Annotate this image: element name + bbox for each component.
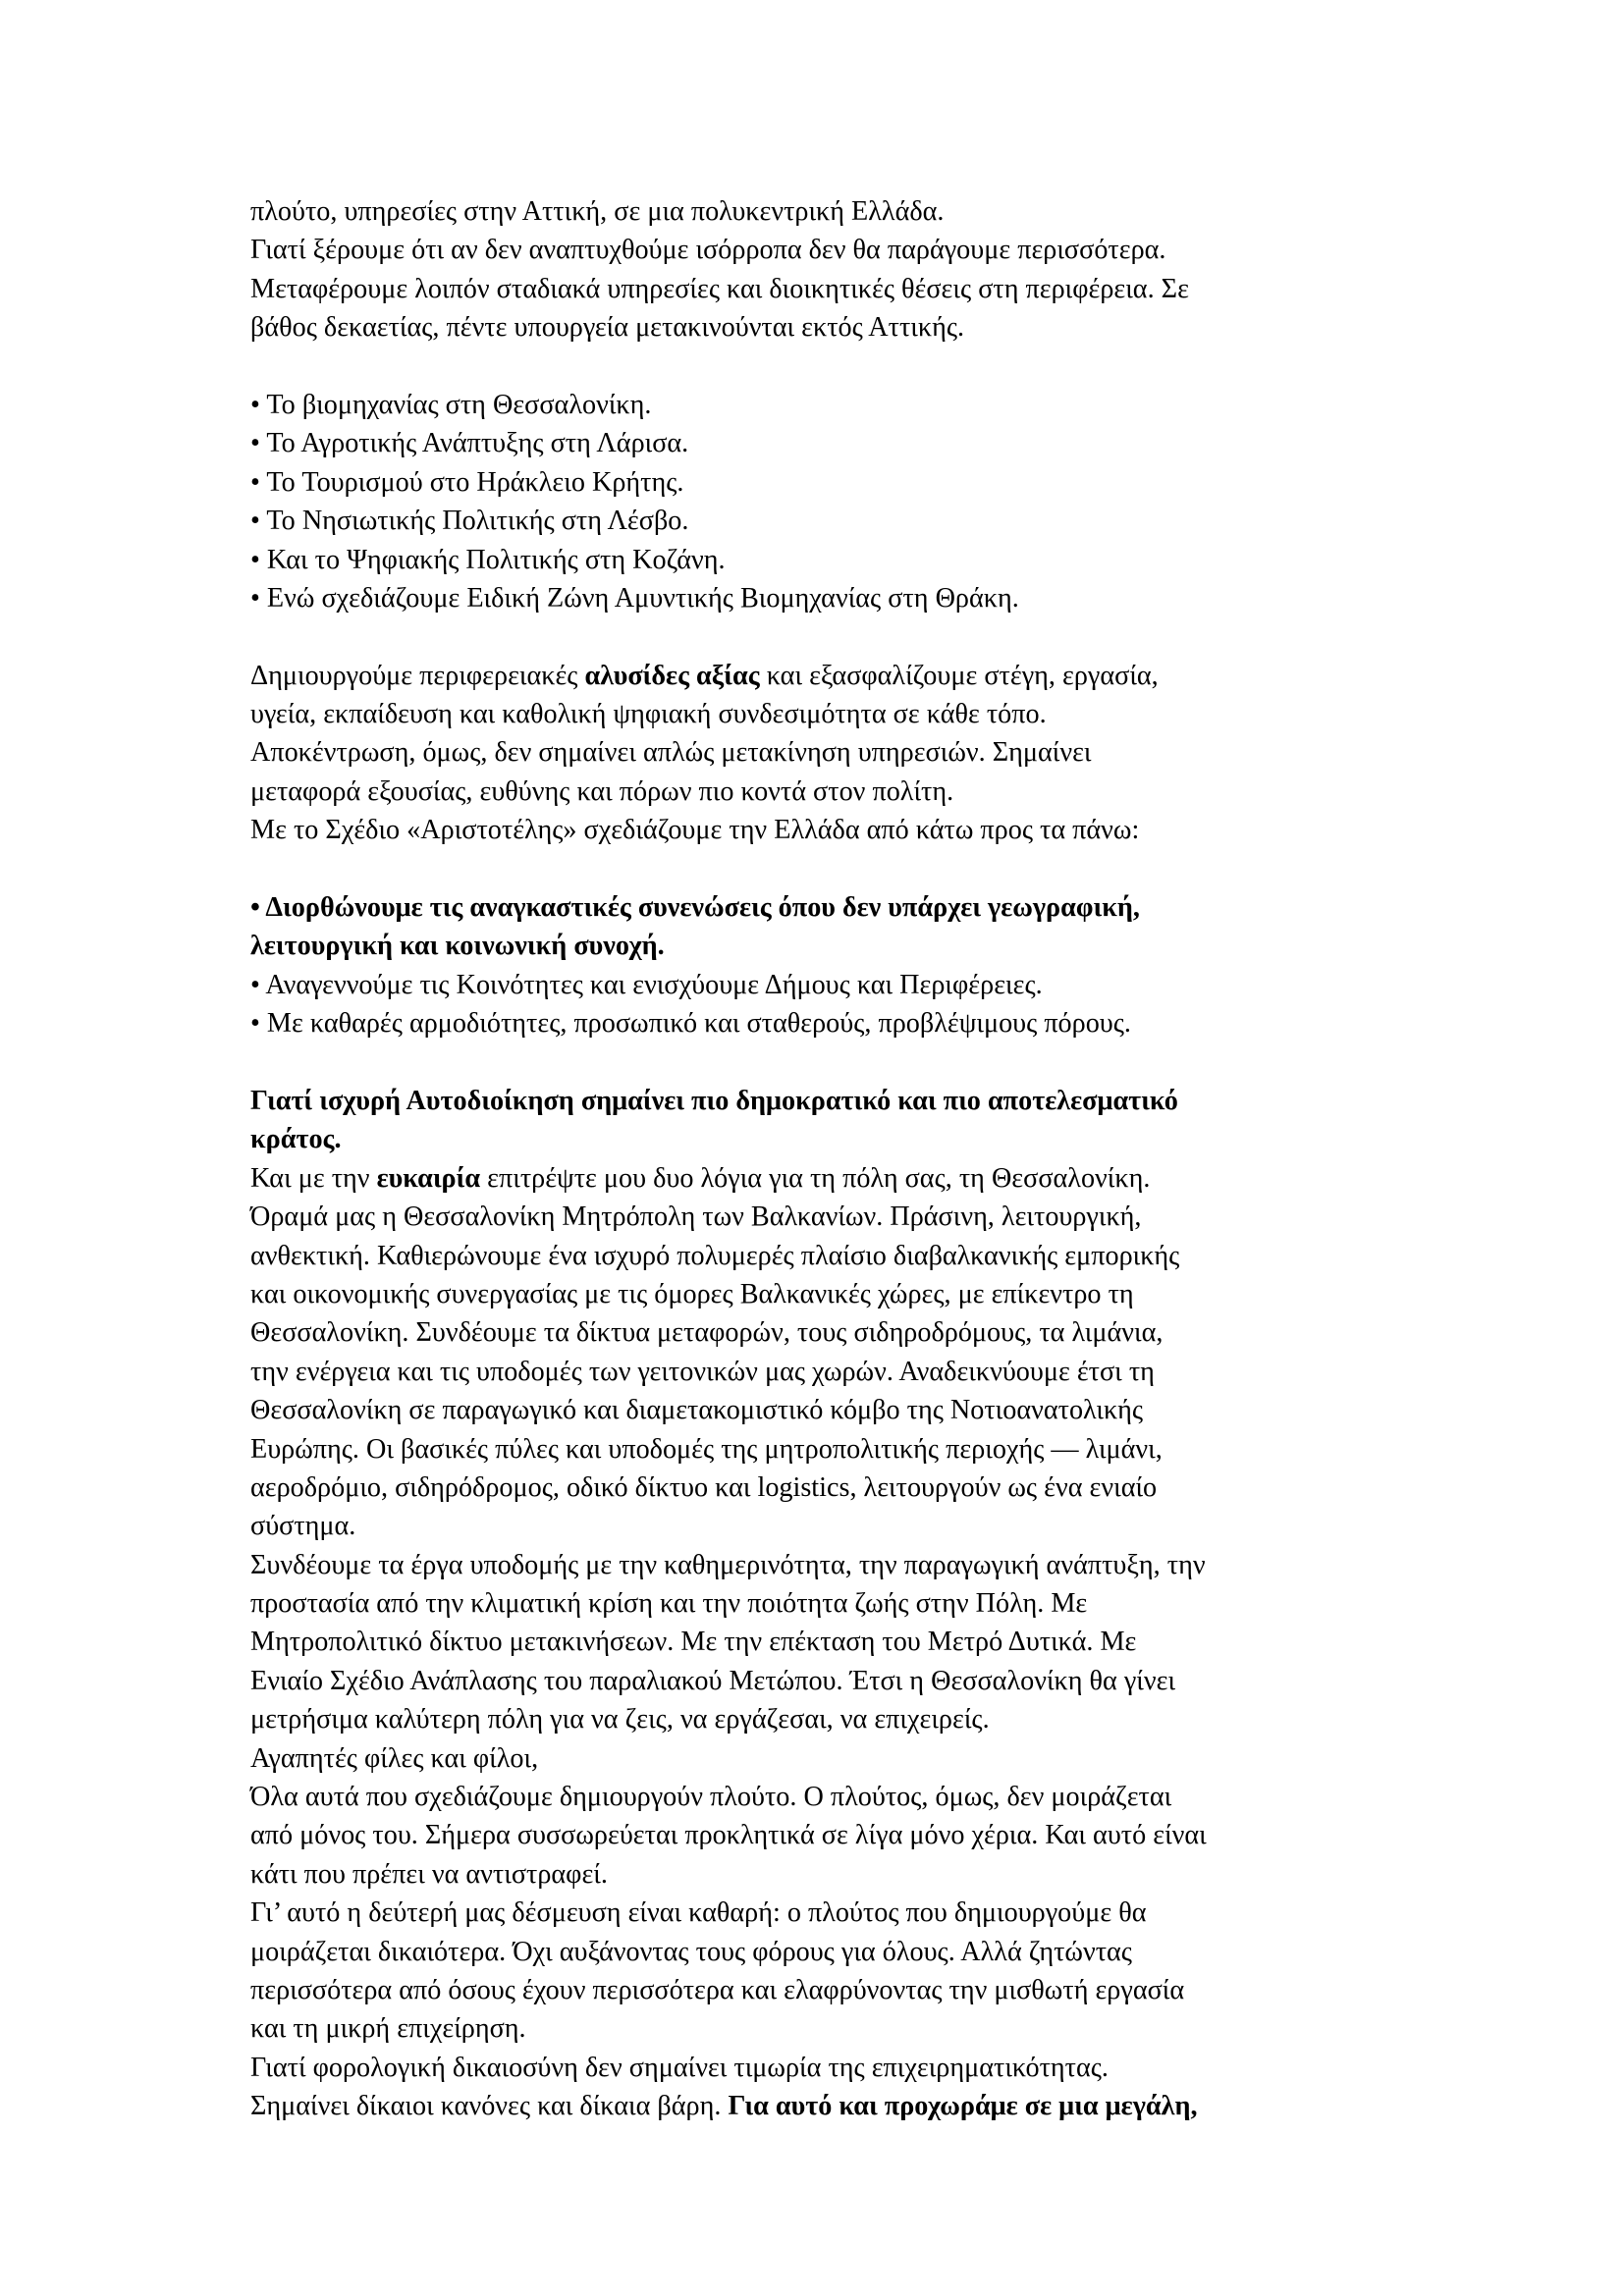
text-run: Σημαίνει δίκαιοι κανόνες και δίκαια βάρη. <box>250 2091 729 2122</box>
text-line <box>250 1700 1409 1738</box>
paragraph-spacer <box>250 850 1409 888</box>
list-line <box>250 541 1409 579</box>
text-line <box>250 1662 1409 1700</box>
text-line <box>250 1391 1409 1429</box>
text-run: Συνδέουμε τα έργα υποδομής με την καθημερινότητα, την παραγωγική ανάπτυξη, την <box>250 1549 1206 1580</box>
list-line <box>250 1004 1409 1042</box>
paragraph <box>250 192 1409 347</box>
list-line <box>250 966 1409 1004</box>
text-line <box>250 1198 1409 1236</box>
text-line <box>250 1120 1409 1158</box>
text-line <box>250 270 1409 308</box>
text-line <box>250 231 1409 269</box>
text-run: • Το Τουρισμού στο Ηράκλειο Κρήτης. <box>250 466 684 498</box>
text-line <box>250 1816 1409 1854</box>
text-run: και τη μικρή επιχείρηση. <box>250 2013 526 2045</box>
bold-text: κράτος. <box>250 1124 342 1155</box>
text-line <box>250 657 1409 695</box>
paragraph-spacer <box>250 617 1409 656</box>
text-run: προστασία από την κλιματική κρίση και την ποιότητα ζωής στην Πόλη. Με <box>250 1588 1088 1620</box>
text-run: μεταφορά εξουσίας, ευθύνης και πόρων πιο κοντά στον πολίτη. <box>250 775 954 807</box>
text-line <box>250 1313 1409 1352</box>
text-run: από μόνος του. Σήμερα συσσωρεύεται προκλητικά σε λίγα μόνο χέρια. Και αυτό είναι <box>250 1820 1207 1851</box>
text-line <box>250 1468 1409 1507</box>
text-run: Όλα αυτά που σχεδιάζουμε δημιουργούν πλούτο. Ο πλούτος, όμως, δεν μοιράζεται <box>250 1782 1172 1813</box>
text-line <box>250 2049 1409 2087</box>
text-line <box>250 1778 1409 1816</box>
text-line <box>250 2009 1409 2048</box>
bold-text: Για αυτό και προχωράμε σε μια μεγάλη, <box>728 2091 1198 2122</box>
text-run: Δημιουργούμε περιφερειακές <box>250 660 585 691</box>
text-line <box>250 1159 1409 1198</box>
text-run: την ενέργεια και τις υποδομές των γειτονικών μας χωρών. Αναδεικνύουμε έτσι τη <box>250 1356 1155 1387</box>
text-line <box>250 1275 1409 1313</box>
text-run: • Με καθαρές αρμοδιότητες, προσωπικό και σταθερούς, προβλέψιμους πόρους. <box>250 1008 1131 1040</box>
list-line <box>250 424 1409 462</box>
text-line <box>250 733 1409 772</box>
bullet-list <box>250 888 1409 1043</box>
text-run: • Και το Ψηφιακής Πολιτικής στη Κοζάνη. <box>250 544 726 575</box>
text-run: μοιράζεται δικαιότερα. Όχι αυξάνοντας τους φόρους για όλους. Αλλά ζητώντας <box>250 1936 1132 1967</box>
text-line <box>250 2087 1409 2125</box>
text-run: Θεσσαλονίκη σε παραγωγικό και διαμετακομιστικό κόμβο της Νοτιοανατολικής <box>250 1395 1144 1426</box>
text-run: • Το Αγροτικής Ανάπτυξης στη Λάρισα. <box>250 428 689 459</box>
text-line <box>250 695 1409 733</box>
text-line <box>250 192 1409 231</box>
paragraph-spacer <box>250 1043 1409 1082</box>
bold-text: αλυσίδες αξίας <box>584 660 760 691</box>
text-run: υγεία, εκπαίδευση και καθολική ψηφιακή συνδεσιμότητα σε κάθε τόπο. <box>250 699 1047 730</box>
text-run: Γι’ αυτό η δεύτερή μας δέσμευση είναι καθαρή: ο πλούτος που δημιουργούμε θα <box>250 1897 1147 1929</box>
paragraph <box>250 657 1409 850</box>
text-run: • Αναγεννούμε τις Κοινότητες και ενισχύουμε Δήμους και Περιφέρειες. <box>250 969 1043 1000</box>
text-run: σύστημα. <box>250 1511 356 1542</box>
text-run: και οικονομικής συνεργασίας με τις όμορες Βαλκανικές χώρες, με επίκεντρο τη <box>250 1278 1134 1309</box>
text-run: πλούτο, υπηρεσίες στην Αττική, σε μια πολυκεντρική Ελλάδα. <box>250 196 945 227</box>
list-line <box>250 502 1409 540</box>
text-run: Αποκέντρωση, όμως, δεν σημαίνει απλώς μετακίνηση υπηρεσιών. Σημαίνει <box>250 737 1092 769</box>
list-line <box>250 579 1409 617</box>
bold-text: Γιατί ισχυρή Αυτοδιοίκηση σημαίνει πιο δημοκρατικό και πιο αποτελεσματικό <box>250 1085 1178 1116</box>
list-line <box>250 888 1409 927</box>
text-line <box>250 1894 1409 1932</box>
bold-text: ευκαιρία <box>376 1162 481 1194</box>
paragraph-spacer <box>250 347 1409 386</box>
text-line <box>250 1971 1409 2009</box>
text-line <box>250 1584 1409 1623</box>
text-line <box>250 773 1409 811</box>
text-run: επιτρέψτε μου δυο λόγια για τη πόλη σας, τη Θεσσαλονίκη. <box>480 1162 1151 1194</box>
list-line <box>250 927 1409 965</box>
text-run: αεροδρόμιο, σιδηρόδρομος, οδικό δίκτυο και logistics, λειτουργούν ως ένα ενιαίο <box>250 1471 1158 1503</box>
text-run: Με το Σχέδιο «Αριστοτέλης» σχεδιάζουμε την Ελλάδα από κάτω προς τα πάνω: <box>250 815 1140 846</box>
text-run: βάθος δεκαετίας, πέντε υπουργεία μετακινούνται εκτός Αττικής. <box>250 312 965 344</box>
text-run: • Το Νησιωτικής Πολιτικής στη Λέσβο. <box>250 506 689 537</box>
text-line <box>250 1739 1409 1778</box>
text-run: Όραμά μας η Θεσσαλονίκη Μητρόπολη των Βαλκανίων. Πράσινη, λειτουργική, <box>250 1201 1142 1233</box>
text-run: • Ενώ σχεδιάζουμε Ειδική Ζώνη Αμυντικής Βιομηχανίας στη Θράκη. <box>250 582 1019 614</box>
text-line <box>250 811 1409 849</box>
text-line <box>250 1623 1409 1661</box>
text-run: Ενιαίο Σχέδιο Ανάπλασης του παραλιακού Μετώπου. Έτσι η Θεσσαλονίκη θα γίνει <box>250 1665 1176 1696</box>
text-run: περισσότερα από όσους έχουν περισσότερα και ελαφρύνοντας την μισθωτή εργασία <box>250 1974 1185 2005</box>
text-run: και εξασφαλίζουμε στέγη, εργασία, <box>759 660 1159 691</box>
text-line <box>250 1855 1409 1894</box>
text-line <box>250 1507 1409 1545</box>
text-run: ανθεκτική. Καθιερώνουμε ένα ισχυρό πολυμερές πλαίσιο διαβαλκανικής εμπορικής <box>250 1240 1180 1271</box>
text-line <box>250 1353 1409 1391</box>
text-run: Μητροπολιτικό δίκτυο μετακινήσεων. Με την επέκταση του Μετρό Δυτικά. Με <box>250 1627 1137 1658</box>
text-line <box>250 1237 1409 1275</box>
text-line <box>250 1933 1409 1971</box>
text-run: Αγαπητές φίλες και φίλοι, <box>250 1742 539 1774</box>
text-line <box>250 1546 1409 1584</box>
text-run: Γιατί ξέρουμε ότι αν δεν αναπτυχθούμε ισόρροπα δεν θα παράγουμε περισσότερα. <box>250 235 1166 266</box>
text-run: Μεταφέρουμε λοιπόν σταδιακά υπηρεσίες και διοικητικές θέσεις στη περιφέρεια. Σε <box>250 273 1189 304</box>
list-line <box>250 463 1409 502</box>
text-run: μετρήσιμα καλύτερη πόλη για να ζεις, να εργάζεσαι, να επιχειρείς. <box>250 1704 990 1735</box>
document-page <box>250 192 1409 2126</box>
text-run: κάτι που πρέπει να αντιστραφεί. <box>250 1858 608 1890</box>
text-line <box>250 308 1409 347</box>
text-run: Θεσσαλονίκη. Συνδέουμε τα δίκτυα μεταφορών, τους σιδηροδρόμους, τα λιμάνια, <box>250 1317 1164 1349</box>
bold-text: λειτουργική και κοινωνική συνοχή. <box>250 931 665 962</box>
text-run: Ευρώπης. Οι βασικές πύλες και υποδομές της μητροπολιτικής περιοχής — λιμάνι, <box>250 1433 1163 1465</box>
text-line <box>250 1430 1409 1468</box>
text-line <box>250 1082 1409 1120</box>
list-line <box>250 386 1409 424</box>
bullet-list <box>250 386 1409 617</box>
text-run: Γιατί φορολογική δικαιοσύνη δεν σημαίνει τιμωρία της επιχειρηματικότητας. <box>250 2052 1109 2083</box>
text-run: • Το βιομηχανίας στη Θεσσαλονίκη. <box>250 389 652 420</box>
bold-text: • Διορθώνουμε τις αναγκαστικές συνενώσεις όπου δεν υπάρχει γεωγραφική, <box>250 892 1140 924</box>
paragraph <box>250 1082 1409 2126</box>
text-run: Και με την <box>250 1162 377 1194</box>
